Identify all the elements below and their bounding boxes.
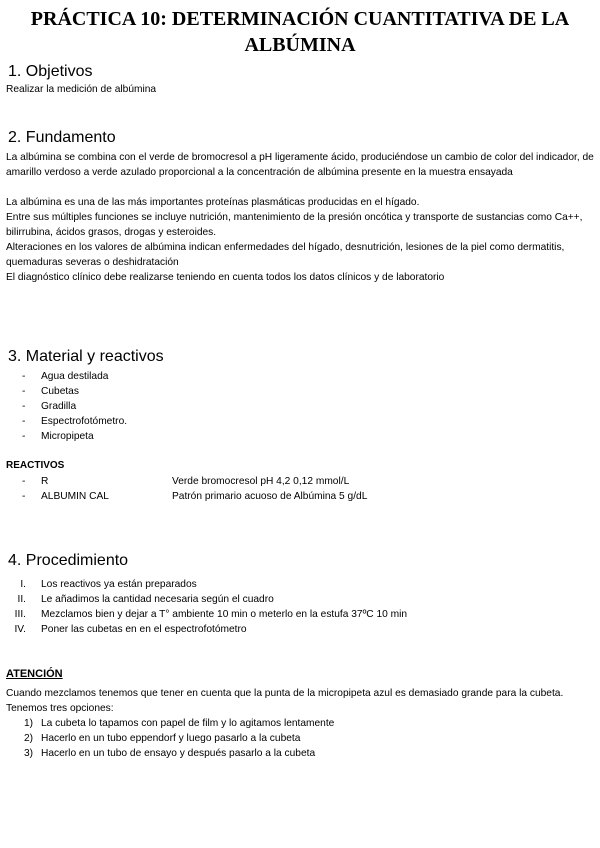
list-item: I. Los reactivos ya están preparados [0,577,600,592]
list-item: 1) La cubeta lo tapamos con papel de film y lo agitamos lentamente [24,718,335,729]
fundamento-paragraph-5: El diagnóstico clínico debe realizarse teniendo en cuenta todos los datos clínicos y de laboratorio [6,272,445,283]
reactivo-desc: Patrón primario acuoso de Albúmina 5 g/dL [172,491,368,502]
list-bullet: - [22,431,26,442]
material-list [0,369,600,444]
procedimiento-list [0,577,600,637]
list-item: - Micropipeta [22,431,94,442]
fundamento-paragraph-2: La albúmina es una de las más importantes proteínas plasmáticas producidas en el hígado. [6,197,420,208]
step-marker: III. [14,609,26,620]
list-item: II. Le añadimos la cantidad necesaria según el cuadro [0,592,600,607]
atencion-options [0,716,600,761]
list-bullet: - [22,491,26,502]
fundamento-paragraph-4: Alteraciones en los valores de albúmina indican enfermedades del hígado, desnutrición, lesiones de la piel como dermatitis, quemaduras severas o deshidratación [6,242,565,268]
fundamento-paragraph-3: Entre sus múltiples funciones se incluye nutrición, mantenimiento de la presión oncótica y transporte de sustancias como Ca++, bilirrubina, ácidos grasos, drogas y esteroides. [6,212,583,238]
step-marker: IV. [14,624,26,635]
list-item: - Gradilla [22,401,77,412]
step-marker: II. [17,594,26,605]
reactivo-desc: Verde bromocresol pH 4,2 0,12 mmol/L [172,476,350,487]
list-item: - Espectrofotómetro. [22,416,128,427]
reactivo-name: ALBUMIN CAL [41,491,109,502]
option-marker: 2) [24,733,34,744]
list-bullet: - [22,476,26,487]
page-title: PRÁCTICA 10: DETERMINACIÓN CUANTITATIVA DE LA ALBÚMINA [30,8,570,56]
objetivos-text: Realizar la medición de albúmina [6,84,157,95]
list-item: - Agua destilada [22,371,109,382]
atencion-heading: ATENCIÓN [6,668,63,680]
heading-objetivos: 1. Objetivos [8,63,93,80]
table-row [0,489,600,504]
list-item: 3) Hacerlo en un tubo de ensayo y después pasarlo a la cubeta [24,748,316,759]
fundamento-block [6,150,594,285]
heading-fundamento: 2. Fundamento [8,129,116,146]
list-item: - Cubetas [22,386,79,397]
list-bullet: - [22,371,26,382]
heading-material: 3. Material y reactivos [8,348,164,365]
list-bullet: - [22,401,26,412]
option-marker: 3) [24,748,34,759]
list-item: 2) Hacerlo en un tubo eppendorf y luego pasarlo a la cubeta [24,733,301,744]
list-item: III. Mezclamos bien y dejar a T° ambiente 10 min o meterlo en la estufa 37ºC 10 min [0,607,600,622]
step-marker: I. [20,579,26,590]
heading-procedimiento: 4. Procedimiento [8,552,129,569]
list-bullet: - [22,416,26,427]
reactivo-name: R [41,476,49,487]
option-marker: 1) [24,718,34,729]
fundamento-paragraph-1: La albúmina se combina con el verde de bromocresol a pH ligeramente ácido, produciéndose un cambio de color del indicador, de amarillo verdoso a verde azulado proporcional a la concentración de albúmina presente en la muestra ensayada [6,152,594,178]
table-row [0,474,600,489]
list-bullet: - [22,386,26,397]
reactivos-label: REACTIVOS [6,460,65,471]
atencion-text: Cuando mezclamos tenemos que tener en cuenta que la punta de la micropipeta azul es demasiado grande para la cubeta. Tenemos tres opciones: [6,688,564,714]
list-item: IV. Poner las cubetas en en el espectrofotómetro [0,622,600,637]
reactivos-table [0,474,600,504]
